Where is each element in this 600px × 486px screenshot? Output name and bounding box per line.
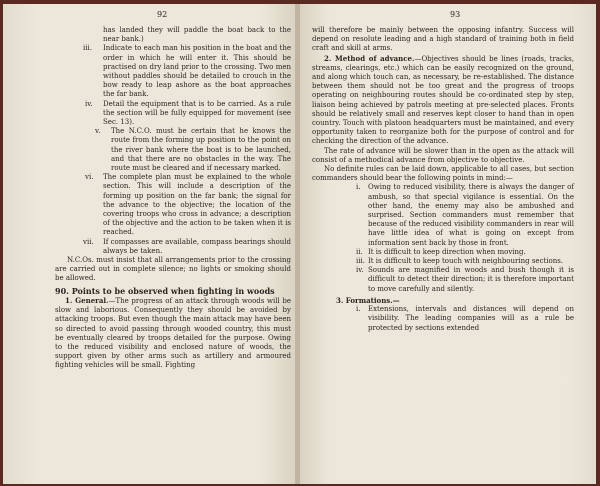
item-text: The N.C.O. must be certain that he knows the route from the forming up position to the point on the river bank where the boat is to be launched, and that there are no obstacles in the way. The route must be cleared and if necessary marked. — [111, 127, 291, 173]
item-number: iv. — [85, 99, 93, 108]
item-number: iii. — [356, 257, 365, 266]
list-item — [55, 173, 291, 237]
side-heading: 3. Formations.— — [336, 295, 400, 305]
item-number: iv. — [356, 266, 364, 275]
list-item — [55, 100, 291, 128]
item-number: iii. — [83, 44, 92, 53]
right-page-body — [312, 26, 574, 333]
item-number: ii. — [356, 247, 363, 256]
item-text: It is difficult to keep touch with neighbouring sections. — [368, 257, 564, 266]
item-number: vii. — [83, 237, 94, 246]
item-text: Indicate to each man his position in the boat and the order in which he will enter it. This should be practised on dry land prior to the crossing. Two men without paddles should be detailed to crouch in the bow ready to leap ashore as the boat approaches the far bank. — [103, 44, 291, 99]
item-text: Detail the equipment that is to be carried. As a rule the section will be fully equipped for movement (see Sec. 13). — [103, 99, 291, 127]
list-item: has landed they will paddle the boat back to the near bank.) — [103, 26, 291, 44]
item-number: i. — [356, 305, 361, 314]
item-number: vi. — [85, 173, 94, 182]
list-item — [312, 266, 574, 294]
item-text: Sounds are magnified in woods and bush though it is difficult to detect their direction; it is therefore important to move carefully and silently. — [368, 266, 574, 293]
side-heading: 1. General. — [65, 295, 109, 305]
section-heading: 90. Points to be observed when fighting in woods — [55, 285, 275, 296]
list-item — [312, 183, 574, 247]
item-text: Extensions, intervals and distances will depend on visibility. The leading companies will as a rule be protected by sections extended — [368, 305, 574, 332]
list-item — [55, 238, 291, 256]
item-number: i. — [356, 183, 361, 192]
paragraph: N.C.Os. must insist that all arrangements prior to the crossing are carried out in complete silence; no lights or smoking should be allowed. — [55, 256, 291, 283]
paragraph — [55, 296, 291, 371]
item-text: The complete plan must be explained to the whole section. This will include a description of the forming up position on the far bank; the signal for the advance to the objective; the location of the covering troops who cross in advance; a description of the objective and the action to be taken when it is reached. — [103, 173, 291, 237]
paragraph-text: —The progress of an attack through woods will be slow and laborious. Consequently they should be avoided by attacking troops. But even though the main attack may have been so directed to avoid passing through wooded country, this must be eventually cleared by troops detailed for the purpose. Owing to the reduced visibility and enclosed nature of woods, the support given by other arms such as artillery and armoured fighting vehicles will be small. Fighting — [55, 296, 291, 370]
paragraph — [312, 54, 574, 147]
page-number-right: 93 — [450, 10, 461, 19]
item-text: If compasses are available, compass bearings should always be taken. — [103, 237, 291, 255]
left-page — [3, 4, 296, 484]
list-item — [55, 127, 291, 173]
paragraph: will therefore be mainly between the opposing infantry. Success will depend on resolute leading and a high standard of training both in field craft and skill at arms. — [312, 26, 574, 53]
list-item — [312, 305, 574, 333]
paragraph: The rate of advance will be slower than in the open as the attack will consist of a methodical advance from objective to objective. — [312, 146, 574, 164]
paragraph: No definite rules can be laid down, applicable to all cases, but section commanders should bear the following points in mind:— — [312, 165, 574, 183]
list-item — [312, 248, 574, 257]
item-number: v. — [95, 127, 101, 136]
list-item — [55, 44, 291, 99]
list-item — [312, 257, 574, 266]
item-text: It is difficult to keep direction when moving. — [368, 247, 526, 256]
paragraph-text: —Objectives should be lines (roads, tracks, streams, clearings, etc.) which can be easily recognized on the ground, and along which touch can, as necessary, be re-established. The distance between them should not be too great and the progress of troops operating on neighbouring routes should be co-ordinated step by step, liaison being achieved by patrols meeting at pre-selected places. Fronts should be relatively small and reserves kept closer to hand than in open country. Touch with platoon headquarters must be maintained, and every opportunity taken to reorganize both for the purpose of control and for checking the direction of the advance. — [312, 54, 574, 146]
left-page-body — [55, 26, 291, 371]
page-number-left: 92 — [157, 10, 168, 19]
item-text: Owing to reduced visibility, there is always the danger of ambush, so that special vigilance is essential. On the other hand, the enemy may also be ambushed and surprised. Section commanders must remember that because of the reduced visibility commanders in rear will have little idea of what is going on except from information sent back by those in front. — [368, 183, 574, 247]
side-heading: 2. Method of advance. — [324, 53, 415, 63]
right-page — [300, 4, 596, 484]
